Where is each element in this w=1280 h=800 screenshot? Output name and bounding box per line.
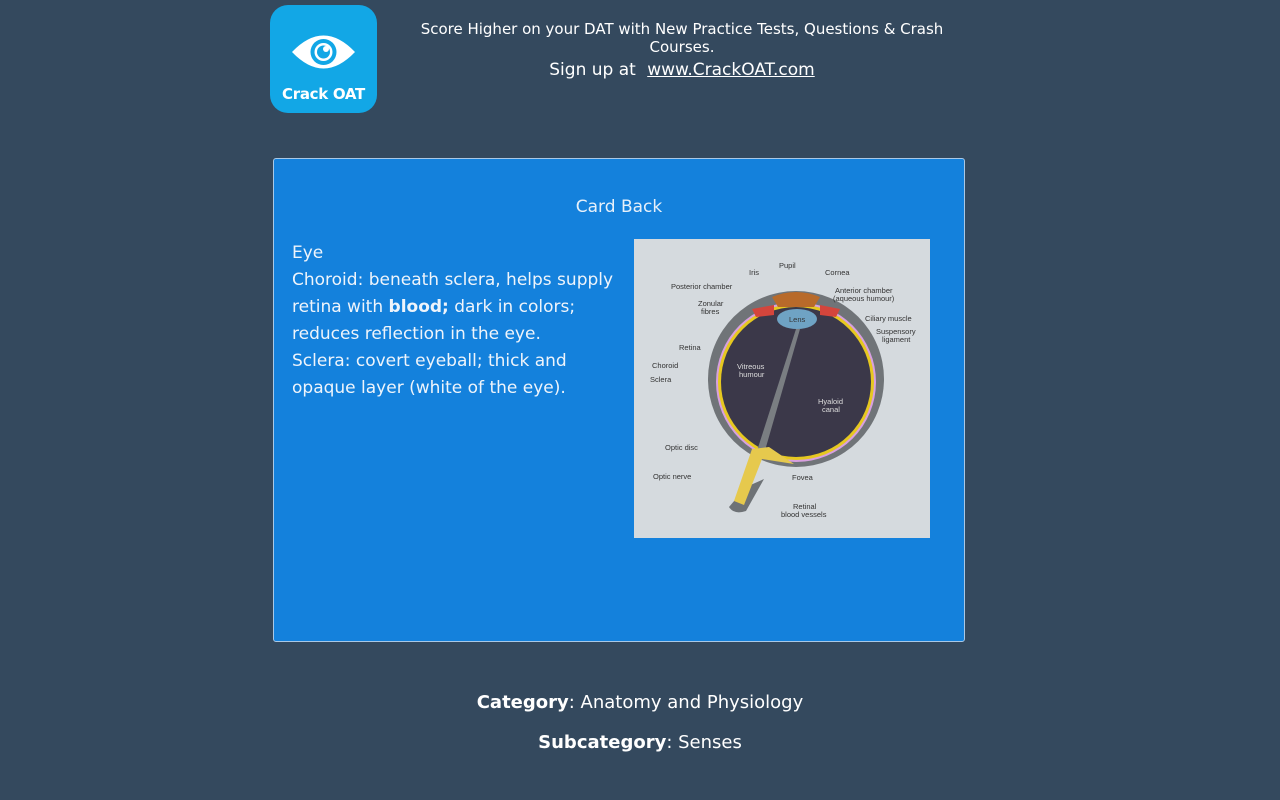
signup-line <box>390 60 974 80</box>
category-value: : Anatomy and Physiology <box>568 692 804 713</box>
answer-line-sclera: Sclera: covert eyeball; thick and opaque layer (white of the eye). <box>292 351 567 398</box>
card-title: Card Back <box>575 197 663 217</box>
category-label: Category <box>476 692 569 713</box>
eye-icon <box>290 27 357 77</box>
label-anterior-chamber: Anterior chamber <box>835 286 893 295</box>
promo-text: Score Higher on your DAT with New Practice Tests, Questions & Crash Courses. <box>420 20 944 56</box>
subcategory-label: Subcategory <box>538 732 667 753</box>
label-canal: canal <box>822 405 840 414</box>
label-humour: humour <box>739 370 765 379</box>
card-answer-text <box>292 240 622 402</box>
label-optic-disc: Optic disc <box>665 443 698 452</box>
choroid-bold-text: blood; <box>388 297 449 317</box>
logo-text: Crack OAT <box>282 85 365 103</box>
label-sclera: Sclera <box>650 375 672 384</box>
label-optic-nerve: Optic nerve <box>653 472 692 481</box>
label-cornea: Cornea <box>825 268 850 277</box>
subcategory-line <box>0 732 1280 753</box>
answer-line-eye: Eye <box>292 243 324 263</box>
label-retina: Retina <box>679 343 701 352</box>
signup-link[interactable]: www.CrackOAT.com <box>647 60 815 80</box>
label-ciliary-muscle: Ciliary muscle <box>865 314 912 323</box>
label-pupil: Pupil <box>779 261 796 270</box>
label-zonular: Zonular <box>698 299 724 308</box>
label-suspensory: Suspensory <box>876 327 916 336</box>
choroid-text-end: dark in colors; reduces reflection in the eye. <box>292 297 576 344</box>
crack-oat-logo[interactable] <box>270 5 377 113</box>
subcategory-value: : Senses <box>666 732 742 753</box>
eye-anatomy-diagram <box>634 239 930 538</box>
label-hyaloid: Hyaloid <box>818 397 844 406</box>
flashcard-back <box>273 158 965 642</box>
label-vitreous: Vitreous <box>737 362 765 371</box>
label-aqueous-humour: (aqueous humour) <box>833 294 895 303</box>
label-iris: Iris <box>749 268 759 277</box>
answer-line-choroid <box>292 267 622 348</box>
label-blood-vessels: blood vessels <box>781 510 827 519</box>
label-fovea: Fovea <box>792 473 813 482</box>
label-retinal: Retinal <box>793 502 817 511</box>
label-lens: Lens <box>789 315 806 324</box>
signup-prefix: Sign up at <box>549 60 636 80</box>
label-fibres: fibres <box>701 307 720 316</box>
label-choroid: Choroid <box>652 361 679 370</box>
label-ligament: ligament <box>882 335 911 344</box>
choroid-text: Choroid: beneath sclera, helps supply retina with <box>292 270 614 317</box>
label-posterior-chamber: Posterior chamber <box>671 282 733 291</box>
category-line <box>0 692 1280 713</box>
